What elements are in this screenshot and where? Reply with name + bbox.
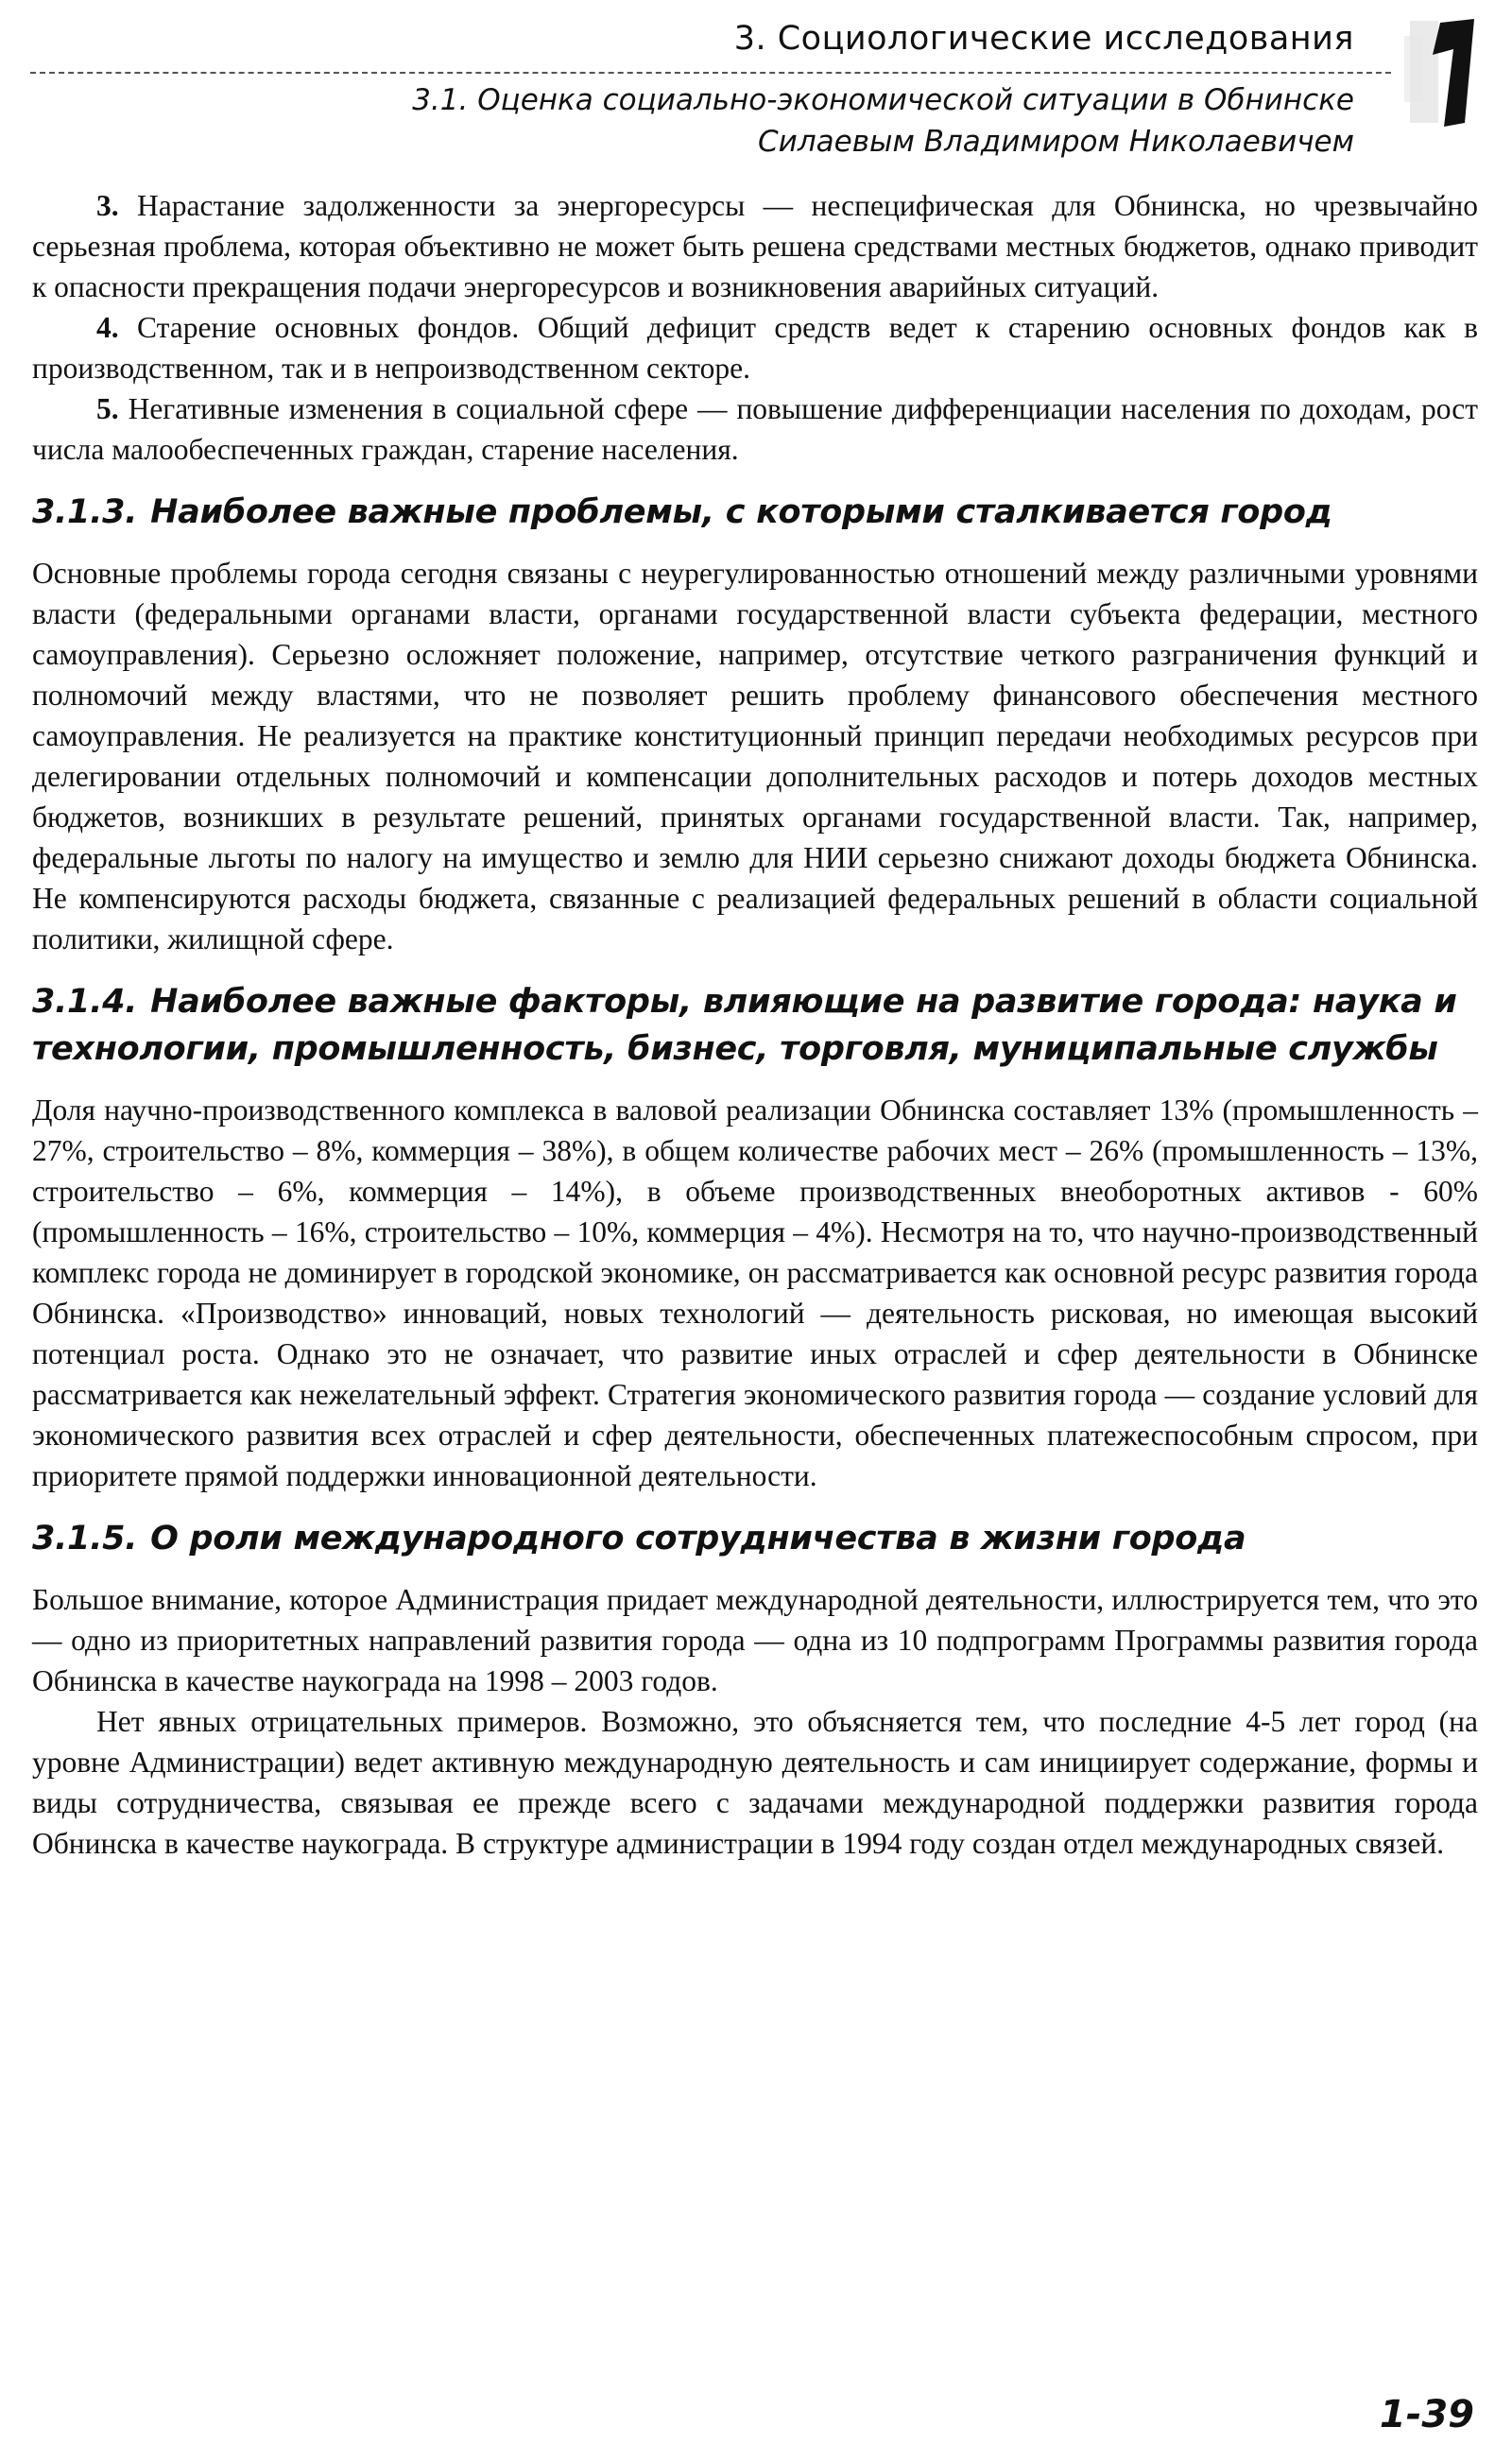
paragraph: Большое внимание, которое Администрация придает международной деятельности, иллюстрируется тем, что это — одно из приоритетных направлений развития города — одна из 10 подпрограмм Программы развития города Обнинска в качестве наукограда на 1998 – 2003 годов.	[32, 1583, 1478, 1697]
page-number: 1-39	[1379, 2393, 1474, 2436]
running-header-chapter: 3. Социологические исследования	[733, 20, 1354, 58]
section-number: 3.1.4.	[32, 983, 138, 1021]
list-item	[32, 307, 1478, 388]
main-content	[32, 185, 1478, 1864]
section-3-1-5	[32, 1515, 1478, 1864]
section-3-1-3	[32, 489, 1478, 959]
section-heading	[32, 1515, 1478, 1562]
header-rule	[30, 72, 1391, 74]
section-title: Наиболее важные проблемы, с которыми сталкивается город	[150, 493, 1332, 531]
section-heading	[32, 978, 1478, 1073]
list-item-number: 3.	[96, 189, 119, 222]
list-item-number: 5.	[96, 392, 119, 425]
section-title: О роли международного сотрудничества в жизни города	[150, 1520, 1246, 1557]
section-number: 3.1.3.	[32, 493, 138, 531]
paragraph: Основные проблемы города сегодня связаны с неурегулированностью отношений между различными уровнями власти (федеральными органами власти, органами государственной власти субъекта федерации, местного самоуправления). Серьезно осложняет положение, например, отсутствие четкого разграничения функций и полномочий между властями, что не позволяет решить проблему финансового обеспечения местного самоуправления. Не реализуется на практике конституционный принцип передачи необходимых ресурсов при делегировании отдельных полномочий и компенсации дополнительных расходов и потерь доходов местных бюджетов, возникших в результате решений, принятых органами государственной власти. Так, например, федеральные льготы по налогу на имущество и землю для НИИ серьезно снижают доходы бюджета Обнинска. Не компенсируются расходы бюджета, связанные с реализацией федеральных решений в области социальной политики, жилищной сфере.	[32, 557, 1478, 955]
paragraph: Нет явных отрицательных примеров. Возможно, это объясняется тем, что последние 4-5 лет город (на уровне Администрации) ведет активную международную деятельность и сам инициирует содержание, формы и виды сотрудничества, связывая ее прежде всего с задачами международной поддержки развития города Обнинска в качестве наукограда. В структуре администрации в 1994 году создан отдел международных связей.	[32, 1705, 1478, 1860]
numbered-problem-list	[32, 185, 1478, 470]
list-item-text: Негативные изменения в социальной сфере — повышение дифференциации населения по доходам, рост числа малообеспеченных граждан, старение населения.	[32, 392, 1479, 466]
list-item-number: 4.	[96, 311, 119, 344]
section-number: 3.1.5.	[32, 1520, 138, 1557]
list-item-text: Старение основных фондов. Общий дефицит средств ведет к старению основных фондов как в производственном, так и в непроизводственном секторе.	[32, 311, 1478, 385]
list-item	[32, 388, 1478, 470]
chapter-number-mark	[1404, 17, 1480, 130]
list-item	[32, 185, 1478, 307]
section-3-1-4	[32, 978, 1478, 1496]
paragraph: Доля научно-производственного комплекса в валовой реализации Обнинска составляет 13% (промышленность – 27%, строительство – 8%, коммерция – 38%), в общем количестве рабочих мест – 26% (промышленность – 13%, строительство – 6%, коммерция – 14%), в объеме производственных внеоборотных активов - 60% (промышленность – 16%, строительство – 10%, коммерция – 4%). Несмотря на то, что научно-производственный комплекс города не доминирует в городской экономике, он рассматривается как основной ресурс развития города Обнинска. «Производство» инноваций, новых технологий — деятельность рисковая, но имеющая высокий потенциал роста. Однако это не означает, что развитие иных отраслей и сфер деятельности в Обнинске рассматривается как нежелательный эффект. Стратегия экономического развития города — создание условий для экономического развития всех отраслей и сфер деятельности, обеспеченных платежеспособным спросом, при приоритете прямой поддержки инновационной деятельности.	[32, 1093, 1478, 1492]
list-item-text: Нарастание задолженности за энергоресурсы — неспецифическая для Обнинска, но чрезвычайно серьезная проблема, которая объективно не может быть решена средствами местных бюджетов, однако приводит к опасности прекращения подачи энергоресурсов и возникновения аварийных ситуаций.	[32, 189, 1478, 303]
section-title: Наиболее важные факторы, влияющие на развитие города: наука и технологии, промышленность, бизнес, торговля, муниципальные службы	[32, 983, 1457, 1068]
section-heading	[32, 489, 1478, 536]
running-header-author: Силаевым Владимиром Николаевичем	[758, 125, 1354, 159]
running-header-section: 3.1. Оценка социально-экономической ситуации в Обнинске	[412, 83, 1354, 117]
